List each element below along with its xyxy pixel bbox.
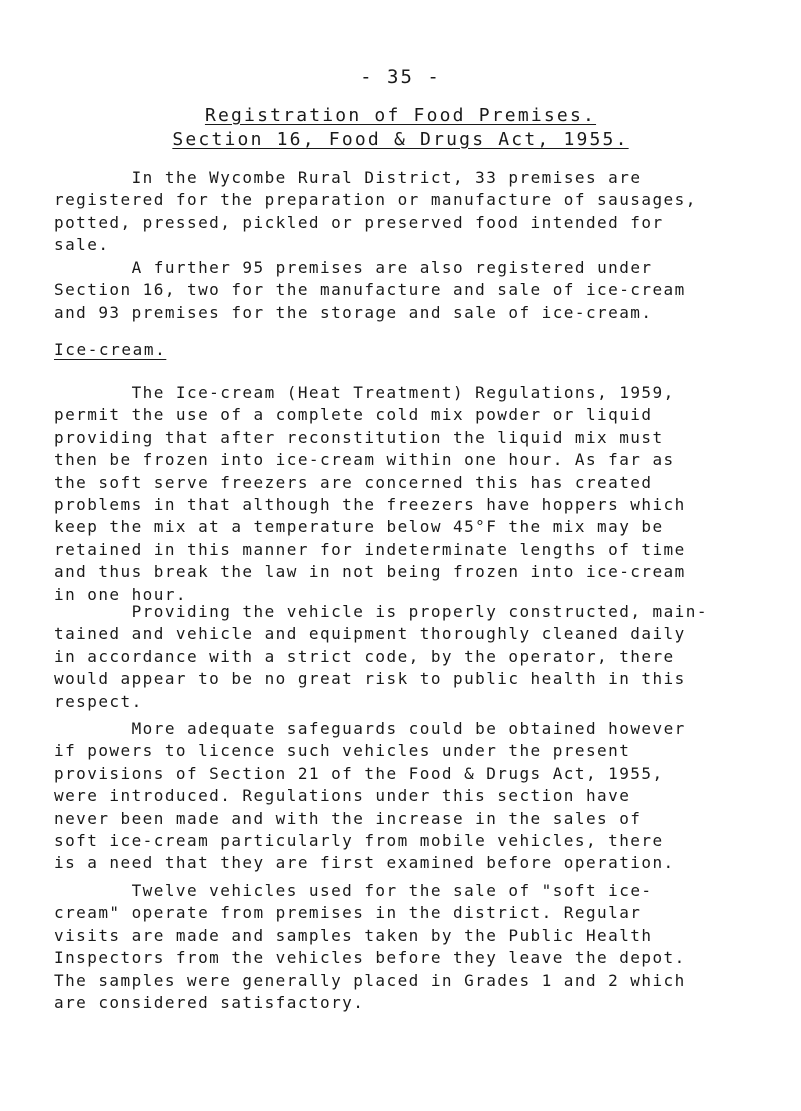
paragraph-safeguards: More adequate safeguards could be obtained however if powers to licence such vehicles under the present provisions of Section 21 of the Food & Drugs Act, 1955, were introduced. Regulations under this section have never been made and with the increase in the sales of soft ice-cream particularly from mobile vehicles, there is a need that they are first examined before operation. <box>54 719 686 873</box>
document-subtitle: Section 16, Food & Drugs Act, 1955. <box>172 129 629 150</box>
paragraph-ice-cream-premises: A further 95 premises are also registered under Section 16, two for the manufacture and sale of ice-cream and 93 premises for the storage and sale of ice-cream. <box>54 258 686 322</box>
paragraph-soft-ice-cream-vehicles: Twelve vehicles used for the sale of "soft ice- cream" operate from premises in the district. Regular visits are made and samples taken by the Public Health Inspectors from the vehicles before they leave the depot. The samples were generally placed in Grades 1 and 2 which are considered satisfactory. <box>54 881 686 1013</box>
document-title: Registration of Food Premises. <box>204 105 597 126</box>
paragraph-heat-treatment-regulations: The Ice-cream (Heat Treatment) Regulations, 1959, permit the use of a complete cold mix powder or liquid providing that after reconstitution the liquid mix must then be frozen into ice-cream within one hour. As far as the soft serve freezers are concerned this has created problems in that although the freezers have hoppers which keep the mix at a temperature below 45°F the mix may be retained in this manner for indeterminate lengths of time and thus break the law in not being frozen into ice-cream in one hour. <box>54 383 686 604</box>
paragraph-vehicle-construction: Providing the vehicle is properly constructed, main- tained and vehicle and equipment thoroughly cleaned daily in accordance with a strict code, by the operator, there would appear to be no great risk to public health in this respect. <box>54 602 708 711</box>
section-heading-ice-cream: Ice-cream. <box>54 340 167 359</box>
paragraph-registered-premises: In the Wycombe Rural District, 33 premises are registered for the preparation or manufacture of sausages, potted, pressed, pickled or preserved food intended for sale. <box>54 168 697 255</box>
page-number: - 35 - <box>360 66 441 88</box>
